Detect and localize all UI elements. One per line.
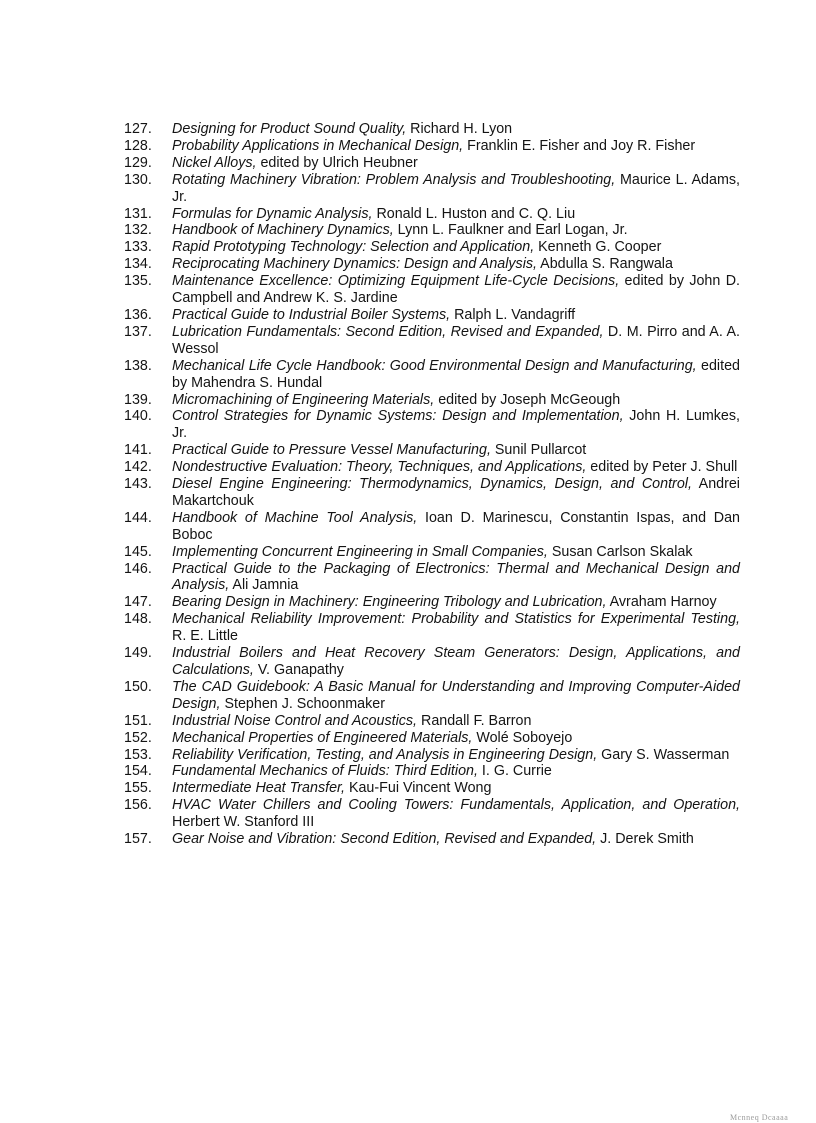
book-title: Lubrication Fundamentals: Second Edition, Revised and Expanded, xyxy=(172,323,604,340)
entry-text xyxy=(172,797,740,831)
entry-number: 139. xyxy=(124,391,152,408)
list-item xyxy=(124,730,740,747)
entry-text xyxy=(172,645,740,679)
list-item xyxy=(124,476,740,510)
book-title: Handbook of Machine Tool Analysis, xyxy=(172,509,418,526)
book-title: Rapid Prototyping Technology: Selection and Application, xyxy=(172,239,535,256)
entry-number: 146. xyxy=(124,560,152,577)
book-title: Handbook of Machinery Dynamics, xyxy=(172,222,394,239)
book-title: Gear Noise and Vibration: Second Edition, Revised and Expanded, xyxy=(172,831,597,848)
entry-number: 128. xyxy=(124,137,152,154)
book-title: Practical Guide to Pressure Vessel Manufacturing, xyxy=(172,442,491,459)
entry-text xyxy=(172,172,740,206)
book-authors: Ioan D. Marinescu, Constantin Ispas, and Dan Boboc xyxy=(172,509,740,543)
entry-number: 156. xyxy=(124,797,152,814)
book-authors: Randall F. Barron xyxy=(417,712,532,729)
entry-number: 129. xyxy=(124,154,152,171)
entry-number: 132. xyxy=(124,222,152,239)
entry-text xyxy=(172,679,740,713)
entry-number: 147. xyxy=(124,594,152,611)
book-title: Micromachining of Engineering Materials, xyxy=(172,391,435,408)
entry-number: 145. xyxy=(124,543,152,560)
list-item xyxy=(124,273,740,307)
book-authors: Abdulla S. Rangwala xyxy=(537,256,673,273)
list-item xyxy=(124,222,740,239)
entry-number: 152. xyxy=(124,729,152,746)
list-item xyxy=(124,392,740,409)
entry-text xyxy=(172,747,740,764)
entry-number: 149. xyxy=(124,645,152,662)
footer-mark: Mcnneq Dcaaaa xyxy=(730,1113,789,1122)
book-title: HVAC Water Chillers and Cooling Towers: Fundamentals, Application, and Operation, xyxy=(172,797,740,814)
book-authors: Richard H. Lyon xyxy=(406,121,513,137)
entry-number: 138. xyxy=(124,357,152,374)
entry-number: 141. xyxy=(124,442,152,459)
entry-text xyxy=(172,121,740,138)
entry-text xyxy=(172,713,740,730)
entry-number: 137. xyxy=(124,323,152,340)
list-item xyxy=(124,797,740,831)
book-authors: Herbert W. Stanford III xyxy=(172,814,315,831)
list-item xyxy=(124,747,740,764)
entry-number: 136. xyxy=(124,306,152,323)
book-series-list xyxy=(124,121,740,848)
entry-number: 133. xyxy=(124,239,152,256)
book-authors: R. E. Little xyxy=(172,628,238,645)
book-authors: Susan Carlson Skalak xyxy=(547,543,693,560)
list-item xyxy=(124,442,740,459)
entry-text xyxy=(172,611,740,645)
entry-text xyxy=(172,392,740,409)
list-item xyxy=(124,459,740,476)
book-authors: Franklin E. Fisher and Joy R. Fisher xyxy=(463,137,696,154)
entry-text xyxy=(172,442,740,459)
entry-number: 134. xyxy=(124,256,152,273)
entry-text xyxy=(172,561,740,595)
book-title: Reliability Verification, Testing, and Analysis in Engineering Design, xyxy=(172,746,598,763)
entry-text xyxy=(172,324,740,358)
list-item xyxy=(124,645,740,679)
book-authors: Maurice L. Adams, Jr. xyxy=(172,171,740,205)
book-authors: John H. Lumkes, Jr. xyxy=(172,408,741,442)
list-item xyxy=(124,172,740,206)
book-authors: Kenneth G. Cooper xyxy=(534,239,662,256)
book-authors: edited by Peter J. Shull xyxy=(586,459,738,476)
book-title: Mechanical Properties of Engineered Materials, xyxy=(172,729,473,746)
book-title: Nondestructive Evaluation: Theory, Techniques, and Applications, xyxy=(172,459,587,476)
book-title: Bearing Design in Machinery: Engineering Tribology and Lubrication, xyxy=(172,594,607,611)
entry-text xyxy=(172,358,740,392)
list-item xyxy=(124,206,740,223)
list-item xyxy=(124,358,740,392)
list-item xyxy=(124,763,740,780)
book-title: Reciprocating Machinery Dynamics: Design and Analysis, xyxy=(172,256,537,273)
book-authors: I. G. Currie xyxy=(477,763,552,780)
book-title: Implementing Concurrent Engineering in Small Companies, xyxy=(172,543,548,560)
entry-text xyxy=(172,138,740,155)
book-title: Probability Applications in Mechanical Design, xyxy=(172,137,464,154)
book-title: The CAD Guidebook: A Basic Manual for Understanding and Improving Computer-Aided Design, xyxy=(172,678,740,712)
book-title: Maintenance Excellence: Optimizing Equipment Life-Cycle Decisions, xyxy=(172,273,620,290)
entry-number: 144. xyxy=(124,509,152,526)
list-item xyxy=(124,780,740,797)
book-authors: Ralph L. Vandagriff xyxy=(450,306,576,323)
entry-text xyxy=(172,459,740,476)
book-authors: V. Ganapathy xyxy=(253,662,344,678)
book-title: Control Strategies for Dynamic Systems: Design and Implementation, xyxy=(172,408,624,425)
list-item xyxy=(124,713,740,730)
entry-text xyxy=(172,510,740,544)
book-authors: Kau-Fui Vincent Wong xyxy=(344,780,492,797)
entry-text xyxy=(172,763,740,780)
book-authors: Andrei Makartchouk xyxy=(172,476,740,509)
list-item xyxy=(124,831,740,848)
entry-number: 153. xyxy=(124,746,152,763)
list-item xyxy=(124,544,740,561)
entry-number: 151. xyxy=(124,712,152,729)
entry-number: 143. xyxy=(124,476,152,493)
book-title: Mechanical Reliability Improvement: Probability and Statistics for Experimental Testing, xyxy=(172,611,740,628)
entry-text xyxy=(172,594,740,611)
book-title: Mechanical Life Cycle Handbook: Good Environmental Design and Manufacturing, xyxy=(172,357,697,374)
entry-text xyxy=(172,476,740,510)
book-title: Diesel Engine Engineering: Thermodynamics, Dynamics, Design, and Control, xyxy=(172,476,692,493)
list-item xyxy=(124,121,740,138)
list-item xyxy=(124,138,740,155)
entry-text xyxy=(172,273,740,307)
entry-number: 155. xyxy=(124,780,152,797)
book-title: Rotating Machinery Vibration: Problem Analysis and Troubleshooting, xyxy=(172,171,616,188)
entry-text xyxy=(172,408,740,442)
book-authors: Wolé Soboyejo xyxy=(472,729,573,746)
entry-number: 135. xyxy=(124,273,152,290)
entry-number: 154. xyxy=(124,763,152,780)
book-title: Intermediate Heat Transfer, xyxy=(172,780,345,797)
book-authors: Stephen J. Schoonmaker xyxy=(220,695,385,712)
book-authors: edited by Joseph McGeough xyxy=(434,391,621,408)
book-authors: J. Derek Smith xyxy=(596,831,694,848)
book-authors: Gary S. Wasserman xyxy=(597,746,730,763)
book-title: Nickel Alloys, xyxy=(172,154,257,171)
entry-number: 131. xyxy=(124,205,152,222)
entry-text xyxy=(172,155,740,172)
entry-text xyxy=(172,256,740,273)
list-item xyxy=(124,594,740,611)
book-authors: D. M. Pirro and A. A. Wessol xyxy=(172,323,740,357)
book-title: Practical Guide to the Packaging of Electronics: Thermal and Mechanical Design and Analysis, xyxy=(172,560,740,594)
entry-number: 130. xyxy=(124,171,152,188)
book-authors: edited by Mahendra S. Hundal xyxy=(172,357,740,391)
list-item xyxy=(124,561,740,595)
entry-number: 148. xyxy=(124,611,152,628)
entry-text xyxy=(172,307,740,324)
entry-text xyxy=(172,831,740,848)
book-authors: edited by Ulrich Heubner xyxy=(256,154,418,171)
entry-text xyxy=(172,239,740,256)
list-item xyxy=(124,307,740,324)
entry-text xyxy=(172,206,740,223)
entry-number: 142. xyxy=(124,459,152,476)
list-item xyxy=(124,324,740,358)
book-authors: Sunil Pullarcot xyxy=(490,442,587,459)
book-title: Industrial Noise Control and Acoustics, xyxy=(172,712,418,729)
list-item xyxy=(124,239,740,256)
list-item xyxy=(124,510,740,544)
entry-text xyxy=(172,222,740,239)
book-authors: Avraham Harnoy xyxy=(606,594,717,611)
book-title: Formulas for Dynamic Analysis, xyxy=(172,205,373,222)
book-authors: edited by John D. Campbell and Andrew K. S. Jardine xyxy=(172,273,740,307)
list-item xyxy=(124,408,740,442)
book-authors: Ronald L. Huston and C. Q. Liu xyxy=(372,205,576,222)
list-item xyxy=(124,155,740,172)
book-title: Industrial Boilers and Heat Recovery Steam Generators: Design, Applications, and Calculations, xyxy=(172,645,740,678)
book-title: Practical Guide to Industrial Boiler Systems, xyxy=(172,306,451,323)
list-item xyxy=(124,611,740,645)
list-item xyxy=(124,256,740,273)
book-authors: Ali Jamnia xyxy=(229,577,299,594)
entry-number: 127. xyxy=(124,121,152,137)
entry-text xyxy=(172,544,740,561)
book-authors: Lynn L. Faulkner and Earl Logan, Jr. xyxy=(393,222,628,239)
book-title: Fundamental Mechanics of Fluids: Third Edition, xyxy=(172,763,478,780)
entry-text xyxy=(172,780,740,797)
list-item xyxy=(124,679,740,713)
entry-number: 157. xyxy=(124,831,152,848)
entry-number: 140. xyxy=(124,408,152,425)
book-title: Designing for Product Sound Quality, xyxy=(172,121,407,137)
entry-number: 150. xyxy=(124,678,152,695)
entry-text xyxy=(172,730,740,747)
